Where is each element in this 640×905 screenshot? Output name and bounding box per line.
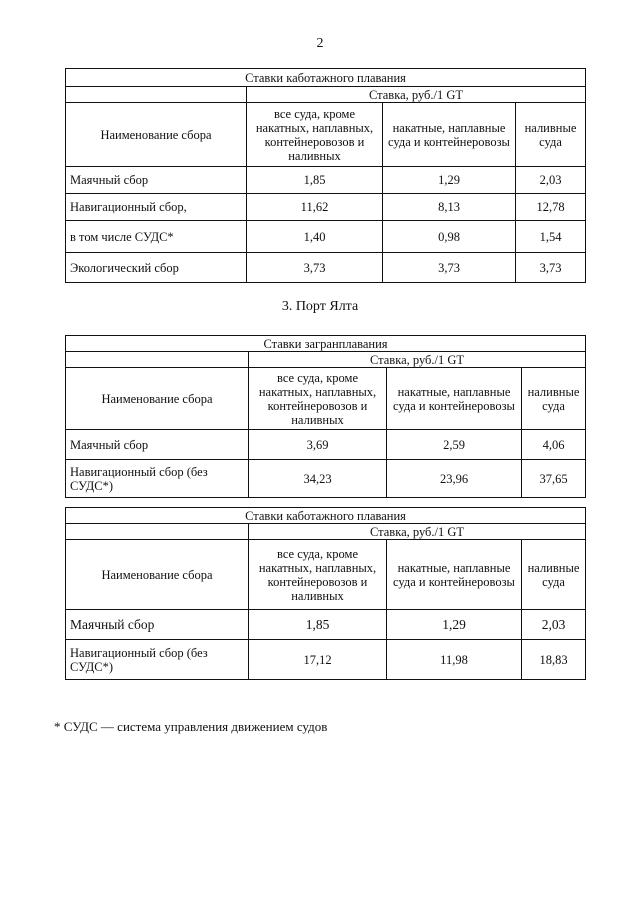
fee-name: Экологический сбор — [66, 253, 247, 283]
column-header-all-vessels: все суда, кроме накатных, наплавных, контейнеровозов и наливных — [249, 368, 387, 430]
column-header-name: Наименование сбора — [66, 103, 247, 167]
fee-value: 3,73 — [516, 253, 586, 283]
table-row — [66, 610, 586, 640]
fee-value: 1,29 — [387, 610, 522, 640]
table-row — [66, 640, 586, 680]
fee-value: 1,29 — [383, 167, 516, 194]
footnote: * СУДС — система управления движением судов — [54, 719, 328, 734]
table-row — [66, 167, 586, 194]
fee-name: Маячный сбор — [66, 167, 247, 194]
section-title: 3. Порт Ялта — [281, 299, 359, 314]
fee-value: 0,98 — [383, 221, 516, 253]
column-header-roro-container: накатные, наплавные суда и контейнеровозы — [387, 540, 522, 610]
fee-name: Навигационный сбор (без СУДС*) — [66, 460, 249, 498]
column-header-name: Наименование сбора — [66, 368, 249, 430]
column-header-roro-container: накатные, наплавные суда и контейнеровозы — [387, 368, 522, 430]
fee-value: 23,96 — [387, 460, 522, 498]
foreign-rates-table — [65, 335, 586, 498]
table-row — [66, 253, 586, 283]
table-row — [66, 194, 586, 221]
table-subtitle: Ставка, руб./1 GT — [247, 87, 586, 103]
fee-value: 1,85 — [249, 610, 387, 640]
fee-name: Навигационный сбор, — [66, 194, 247, 221]
fee-value: 1,40 — [247, 221, 383, 253]
fee-value: 4,06 — [522, 430, 586, 460]
fee-name: в том числе СУДС* — [66, 221, 247, 253]
column-header-tankers: наливные суда — [522, 540, 586, 610]
column-header-tankers: наливные суда — [522, 368, 586, 430]
page-number: 2 — [316, 36, 324, 51]
fee-value: 3,73 — [247, 253, 383, 283]
fee-value: 37,65 — [522, 460, 586, 498]
column-header-name: Наименование сбора — [66, 540, 249, 610]
fee-name: Навигационный сбор (без СУДС*) — [66, 640, 249, 680]
fee-value: 11,62 — [247, 194, 383, 221]
fee-value: 1,85 — [247, 167, 383, 194]
column-header-roro-container: накатные, наплавные суда и контейнеровозы — [383, 103, 516, 167]
fee-name: Маячный сбор — [66, 430, 249, 460]
fee-value: 18,83 — [522, 640, 586, 680]
fee-value: 2,59 — [387, 430, 522, 460]
fee-value: 1,54 — [516, 221, 586, 253]
cabotage-rates-table-1 — [65, 68, 586, 283]
table-title: Ставки каботажного плавания — [66, 508, 586, 524]
fee-value: 17,12 — [249, 640, 387, 680]
fee-value: 34,23 — [249, 460, 387, 498]
table-title: Ставки каботажного плавания — [66, 69, 586, 87]
fee-value: 2,03 — [522, 610, 586, 640]
table-subtitle: Ставка, руб./1 GT — [249, 524, 586, 540]
cabotage-rates-table-2 — [65, 507, 586, 680]
table-title: Ставки загранплавания — [66, 336, 586, 352]
fee-value: 2,03 — [516, 167, 586, 194]
fee-name: Маячный сбор — [66, 610, 249, 640]
table-row — [66, 460, 586, 498]
table-row — [66, 430, 586, 460]
fee-value: 11,98 — [387, 640, 522, 680]
column-header-all-vessels: все суда, кроме накатных, наплавных, контейнеровозов и наливных — [249, 540, 387, 610]
fee-value: 12,78 — [516, 194, 586, 221]
fee-value: 3,73 — [383, 253, 516, 283]
table-row — [66, 221, 586, 253]
table-subtitle: Ставка, руб./1 GT — [249, 352, 586, 368]
column-header-tankers: наливные суда — [516, 103, 586, 167]
fee-value: 3,69 — [249, 430, 387, 460]
column-header-all-vessels: все суда, кроме накатных, наплавных, контейнеровозов и наливных — [247, 103, 383, 167]
fee-value: 8,13 — [383, 194, 516, 221]
